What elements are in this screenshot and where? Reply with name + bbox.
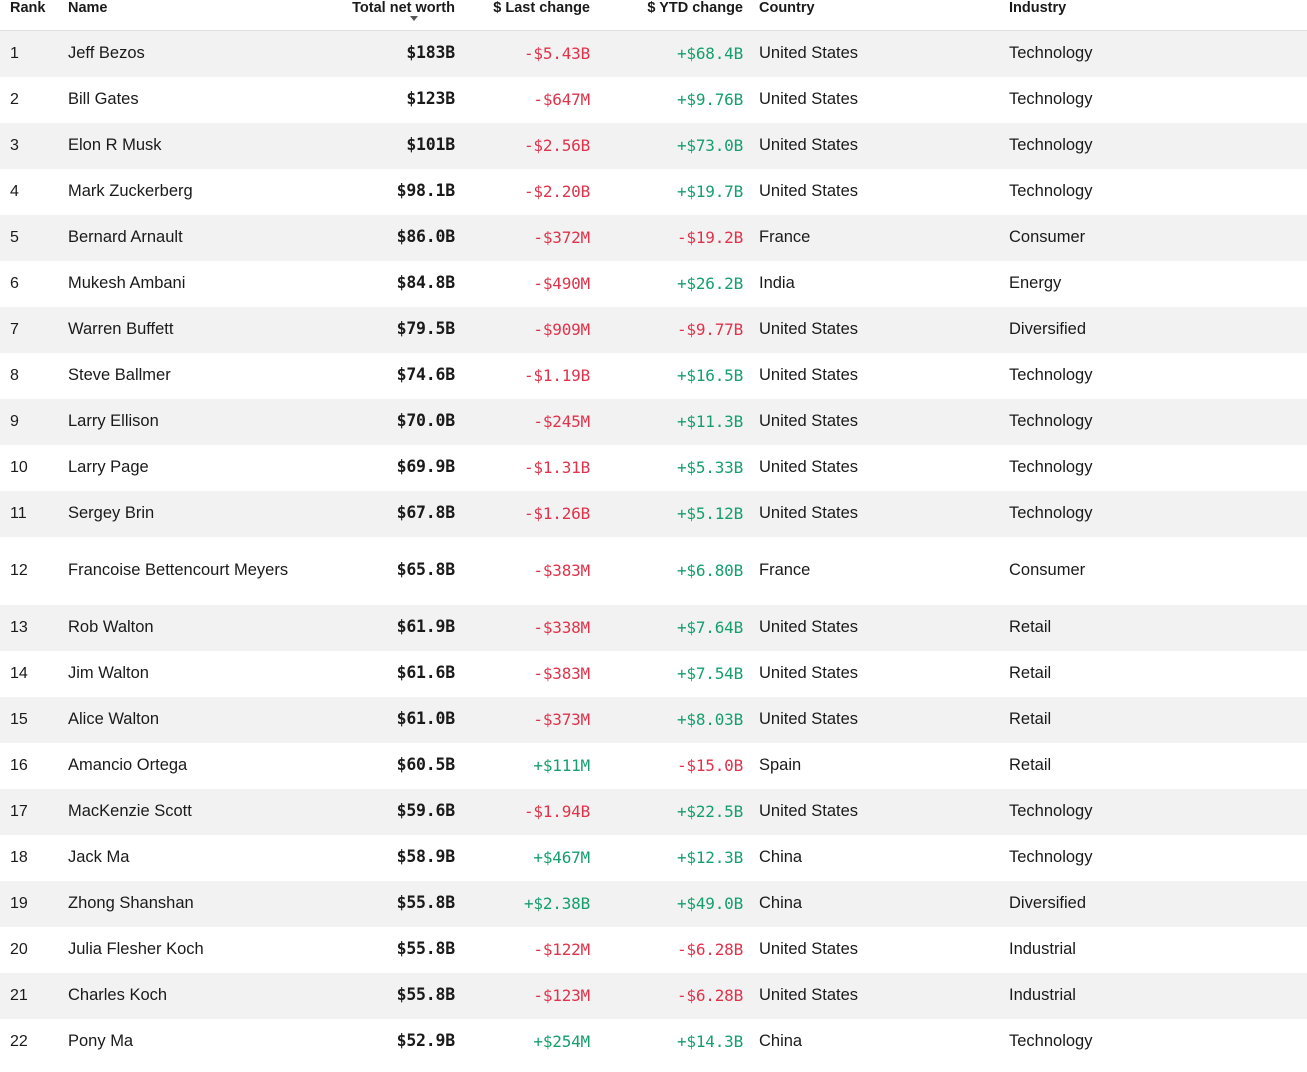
table-row[interactable] [0,353,1307,399]
cell-name: Francoise Bettencourt Meyers [68,561,289,580]
table-row[interactable] [0,697,1307,743]
cell-total-net-worth: $183B [406,43,455,63]
cell-last-change: -$2.56B [523,135,590,155]
cell-country: China [759,894,803,913]
cell-country: Spain [759,756,802,775]
cell-total-net-worth: $55.8B [396,939,455,959]
cell-rank: 4 [10,182,19,200]
column-header-name[interactable]: Name [58,0,318,31]
cell-name: Bill Gates [68,90,139,109]
cell-rank: 20 [10,940,28,958]
cell-total-net-worth: $55.8B [396,985,455,1005]
cell-industry: Technology [1009,848,1093,867]
cell-rank: 7 [10,320,19,338]
cell-rank: 9 [10,412,19,430]
cell-total-net-worth: $52.9B [396,1031,455,1051]
cell-country: United States [759,458,859,477]
table-row[interactable] [0,605,1307,651]
table-row[interactable] [0,651,1307,697]
cell-rank: 5 [10,228,19,246]
cell-name: MacKenzie Scott [68,802,192,821]
table-row[interactable] [0,123,1307,169]
cell-country: United States [759,182,859,201]
cell-total-net-worth: $101B [406,135,455,155]
cell-industry: Industrial [1009,986,1076,1005]
cell-rank: 1 [10,44,19,62]
cell-country: United States [759,90,859,109]
cell-last-change: -$338M [533,617,590,637]
cell-industry: Diversified [1009,894,1087,913]
column-header-country[interactable]: Country [749,0,999,31]
cell-name: Zhong Shanshan [68,894,194,913]
cell-industry: Technology [1009,458,1093,477]
cell-country: United States [759,664,859,683]
cell-rank: 16 [10,756,28,774]
cell-name: Larry Page [68,458,149,477]
cell-ytd-change: +$26.2B [676,273,743,293]
table-row[interactable] [0,881,1307,927]
cell-name: Sergey Brin [68,504,155,523]
cell-last-change: -$1.31B [523,457,590,477]
cell-last-change: -$372M [533,227,590,247]
cell-last-change: +$2.38B [523,893,590,913]
cell-country: India [759,274,795,293]
cell-name: Julia Flesher Koch [68,940,204,959]
cell-industry: Technology [1009,90,1093,109]
cell-rank: 12 [10,561,28,579]
cell-industry: Consumer [1009,561,1086,580]
cell-total-net-worth: $55.8B [396,893,455,913]
cell-industry: Technology [1009,182,1093,201]
cell-name: Amancio Ortega [68,756,188,775]
cell-country: United States [759,44,859,63]
table-row[interactable] [0,399,1307,445]
cell-last-change: -$123M [533,985,590,1005]
cell-name: Mukesh Ambani [68,274,186,293]
cell-country: United States [759,802,859,821]
cell-total-net-worth: $70.0B [396,411,455,431]
cell-ytd-change: -$6.28B [676,985,743,1005]
column-header-total-net-worth-label: Total net worth [352,0,455,16]
cell-last-change: -$383M [533,663,590,683]
cell-country: United States [759,986,859,1005]
cell-country: United States [759,320,859,339]
cell-name: Pony Ma [68,1032,134,1051]
column-header-industry[interactable]: Industry [999,0,1307,31]
cell-ytd-change: -$15.0B [676,755,743,775]
cell-last-change: -$2.20B [523,181,590,201]
cell-industry: Technology [1009,504,1093,523]
cell-ytd-change: +$5.33B [676,457,743,477]
cell-name: Jim Walton [68,664,149,683]
cell-ytd-change: +$22.5B [676,801,743,821]
cell-industry: Retail [1009,710,1052,729]
cell-name: Steve Ballmer [68,366,171,385]
cell-total-net-worth: $61.6B [396,663,455,683]
cell-last-change: -$373M [533,709,590,729]
cell-name: Warren Buffett [68,320,174,339]
cell-last-change: -$647M [533,89,590,109]
cell-rank: 6 [10,274,19,292]
cell-total-net-worth: $74.6B [396,365,455,385]
cell-rank: 22 [10,1032,28,1050]
cell-total-net-worth: $69.9B [396,457,455,477]
cell-ytd-change: +$11.3B [676,411,743,431]
cell-industry: Technology [1009,136,1093,155]
cell-ytd-change: -$9.77B [676,319,743,339]
cell-ytd-change: +$5.12B [676,503,743,523]
cell-industry: Technology [1009,366,1093,385]
cell-ytd-change: +$14.3B [676,1031,743,1051]
cell-country: China [759,1032,803,1051]
table-row[interactable] [0,789,1307,835]
cell-rank: 19 [10,894,28,912]
cell-last-change: -$245M [533,411,590,431]
table-row[interactable] [0,261,1307,307]
cell-country: United States [759,136,859,155]
cell-name: Bernard Arnault [68,228,183,247]
cell-name: Rob Walton [68,618,154,637]
cell-last-change: -$1.26B [523,503,590,523]
cell-industry: Retail [1009,756,1052,775]
table-header-row [0,0,1307,31]
cell-name: Elon R Musk [68,136,162,155]
table-row[interactable] [0,743,1307,789]
table-row[interactable] [0,307,1307,353]
cell-rank: 13 [10,618,28,636]
cell-last-change: +$467M [533,847,590,867]
cell-country: United States [759,366,859,385]
cell-ytd-change: +$9.76B [676,89,743,109]
cell-ytd-change: +$6.80B [676,560,743,580]
sort-descending-caret-icon [410,16,418,21]
table-body [0,31,1307,1065]
cell-rank: 2 [10,90,19,108]
table-row[interactable] [0,927,1307,973]
cell-ytd-change: +$16.5B [676,365,743,385]
column-header-rank[interactable]: Rank [0,0,58,31]
cell-total-net-worth: $65.8B [396,560,455,580]
cell-name: Charles Koch [68,986,168,1005]
table-header [0,0,1307,31]
cell-rank: 17 [10,802,28,820]
cell-last-change: -$909M [533,319,590,339]
cell-industry: Technology [1009,802,1093,821]
column-header-last-change[interactable]: $ Last change [461,0,596,31]
cell-total-net-worth: $61.9B [396,617,455,637]
cell-last-change: +$111M [533,755,590,775]
cell-rank: 11 [10,504,27,522]
cell-industry: Consumer [1009,228,1086,247]
cell-total-net-worth: $84.8B [396,273,455,293]
table-row[interactable] [0,537,1307,605]
cell-total-net-worth: $123B [406,89,455,109]
cell-name: Jeff Bezos [68,44,145,63]
table-row[interactable] [0,973,1307,1019]
cell-country: United States [759,504,859,523]
cell-last-change: -$5.43B [523,43,590,63]
cell-country: United States [759,710,859,729]
cell-industry: Technology [1009,412,1093,431]
cell-ytd-change: +$7.64B [676,617,743,637]
cell-ytd-change: +$7.54B [676,663,743,683]
cell-industry: Technology [1009,1032,1093,1051]
cell-ytd-change: -$6.28B [676,939,743,959]
cell-country: United States [759,618,859,637]
cell-name: Alice Walton [68,710,160,729]
table-row[interactable] [0,445,1307,491]
table-row[interactable] [0,491,1307,537]
cell-ytd-change: +$73.0B [676,135,743,155]
cell-last-change: +$254M [533,1031,590,1051]
cell-ytd-change: +$12.3B [676,847,743,867]
cell-industry: Diversified [1009,320,1087,339]
cell-country: France [759,561,811,580]
cell-rank: 18 [10,848,28,866]
cell-ytd-change: +$8.03B [676,709,743,729]
cell-last-change: -$1.94B [523,801,590,821]
cell-ytd-change: +$68.4B [676,43,743,63]
cell-total-net-worth: $60.5B [396,755,455,775]
cell-industry: Retail [1009,618,1052,637]
cell-total-net-worth: $58.9B [396,847,455,867]
cell-rank: 3 [10,136,19,154]
table-row[interactable] [0,31,1307,77]
cell-rank: 21 [10,986,28,1004]
cell-rank: 15 [10,710,28,728]
cell-ytd-change: +$49.0B [676,893,743,913]
cell-ytd-change: -$19.2B [676,227,743,247]
cell-last-change: -$1.19B [523,365,590,385]
cell-rank: 8 [10,366,19,384]
column-header-total-net-worth[interactable] [318,0,461,31]
cell-country: France [759,228,811,247]
cell-industry: Industrial [1009,940,1076,959]
cell-name: Mark Zuckerberg [68,182,193,201]
cell-total-net-worth: $98.1B [396,181,455,201]
cell-industry: Energy [1009,274,1062,293]
table-row[interactable] [0,835,1307,881]
table-row[interactable] [0,1019,1307,1065]
cell-industry: Technology [1009,44,1093,63]
cell-total-net-worth: $61.0B [396,709,455,729]
cell-last-change: -$490M [533,273,590,293]
table-row[interactable] [0,215,1307,261]
cell-country: China [759,848,803,867]
cell-total-net-worth: $59.6B [396,801,455,821]
table-row[interactable] [0,77,1307,123]
cell-country: United States [759,940,859,959]
cell-name: Jack Ma [68,848,130,867]
column-header-ytd-change[interactable]: $ YTD change [596,0,749,31]
cell-total-net-worth: $67.8B [396,503,455,523]
table-row[interactable] [0,169,1307,215]
cell-last-change: -$383M [533,560,590,580]
cell-industry: Retail [1009,664,1052,683]
cell-rank: 10 [10,458,28,476]
cell-name: Larry Ellison [68,412,159,431]
cell-country: United States [759,412,859,431]
cell-total-net-worth: $79.5B [396,319,455,339]
cell-total-net-worth: $86.0B [396,227,455,247]
cell-last-change: -$122M [533,939,590,959]
cell-rank: 14 [10,664,28,682]
cell-ytd-change: +$19.7B [676,181,743,201]
